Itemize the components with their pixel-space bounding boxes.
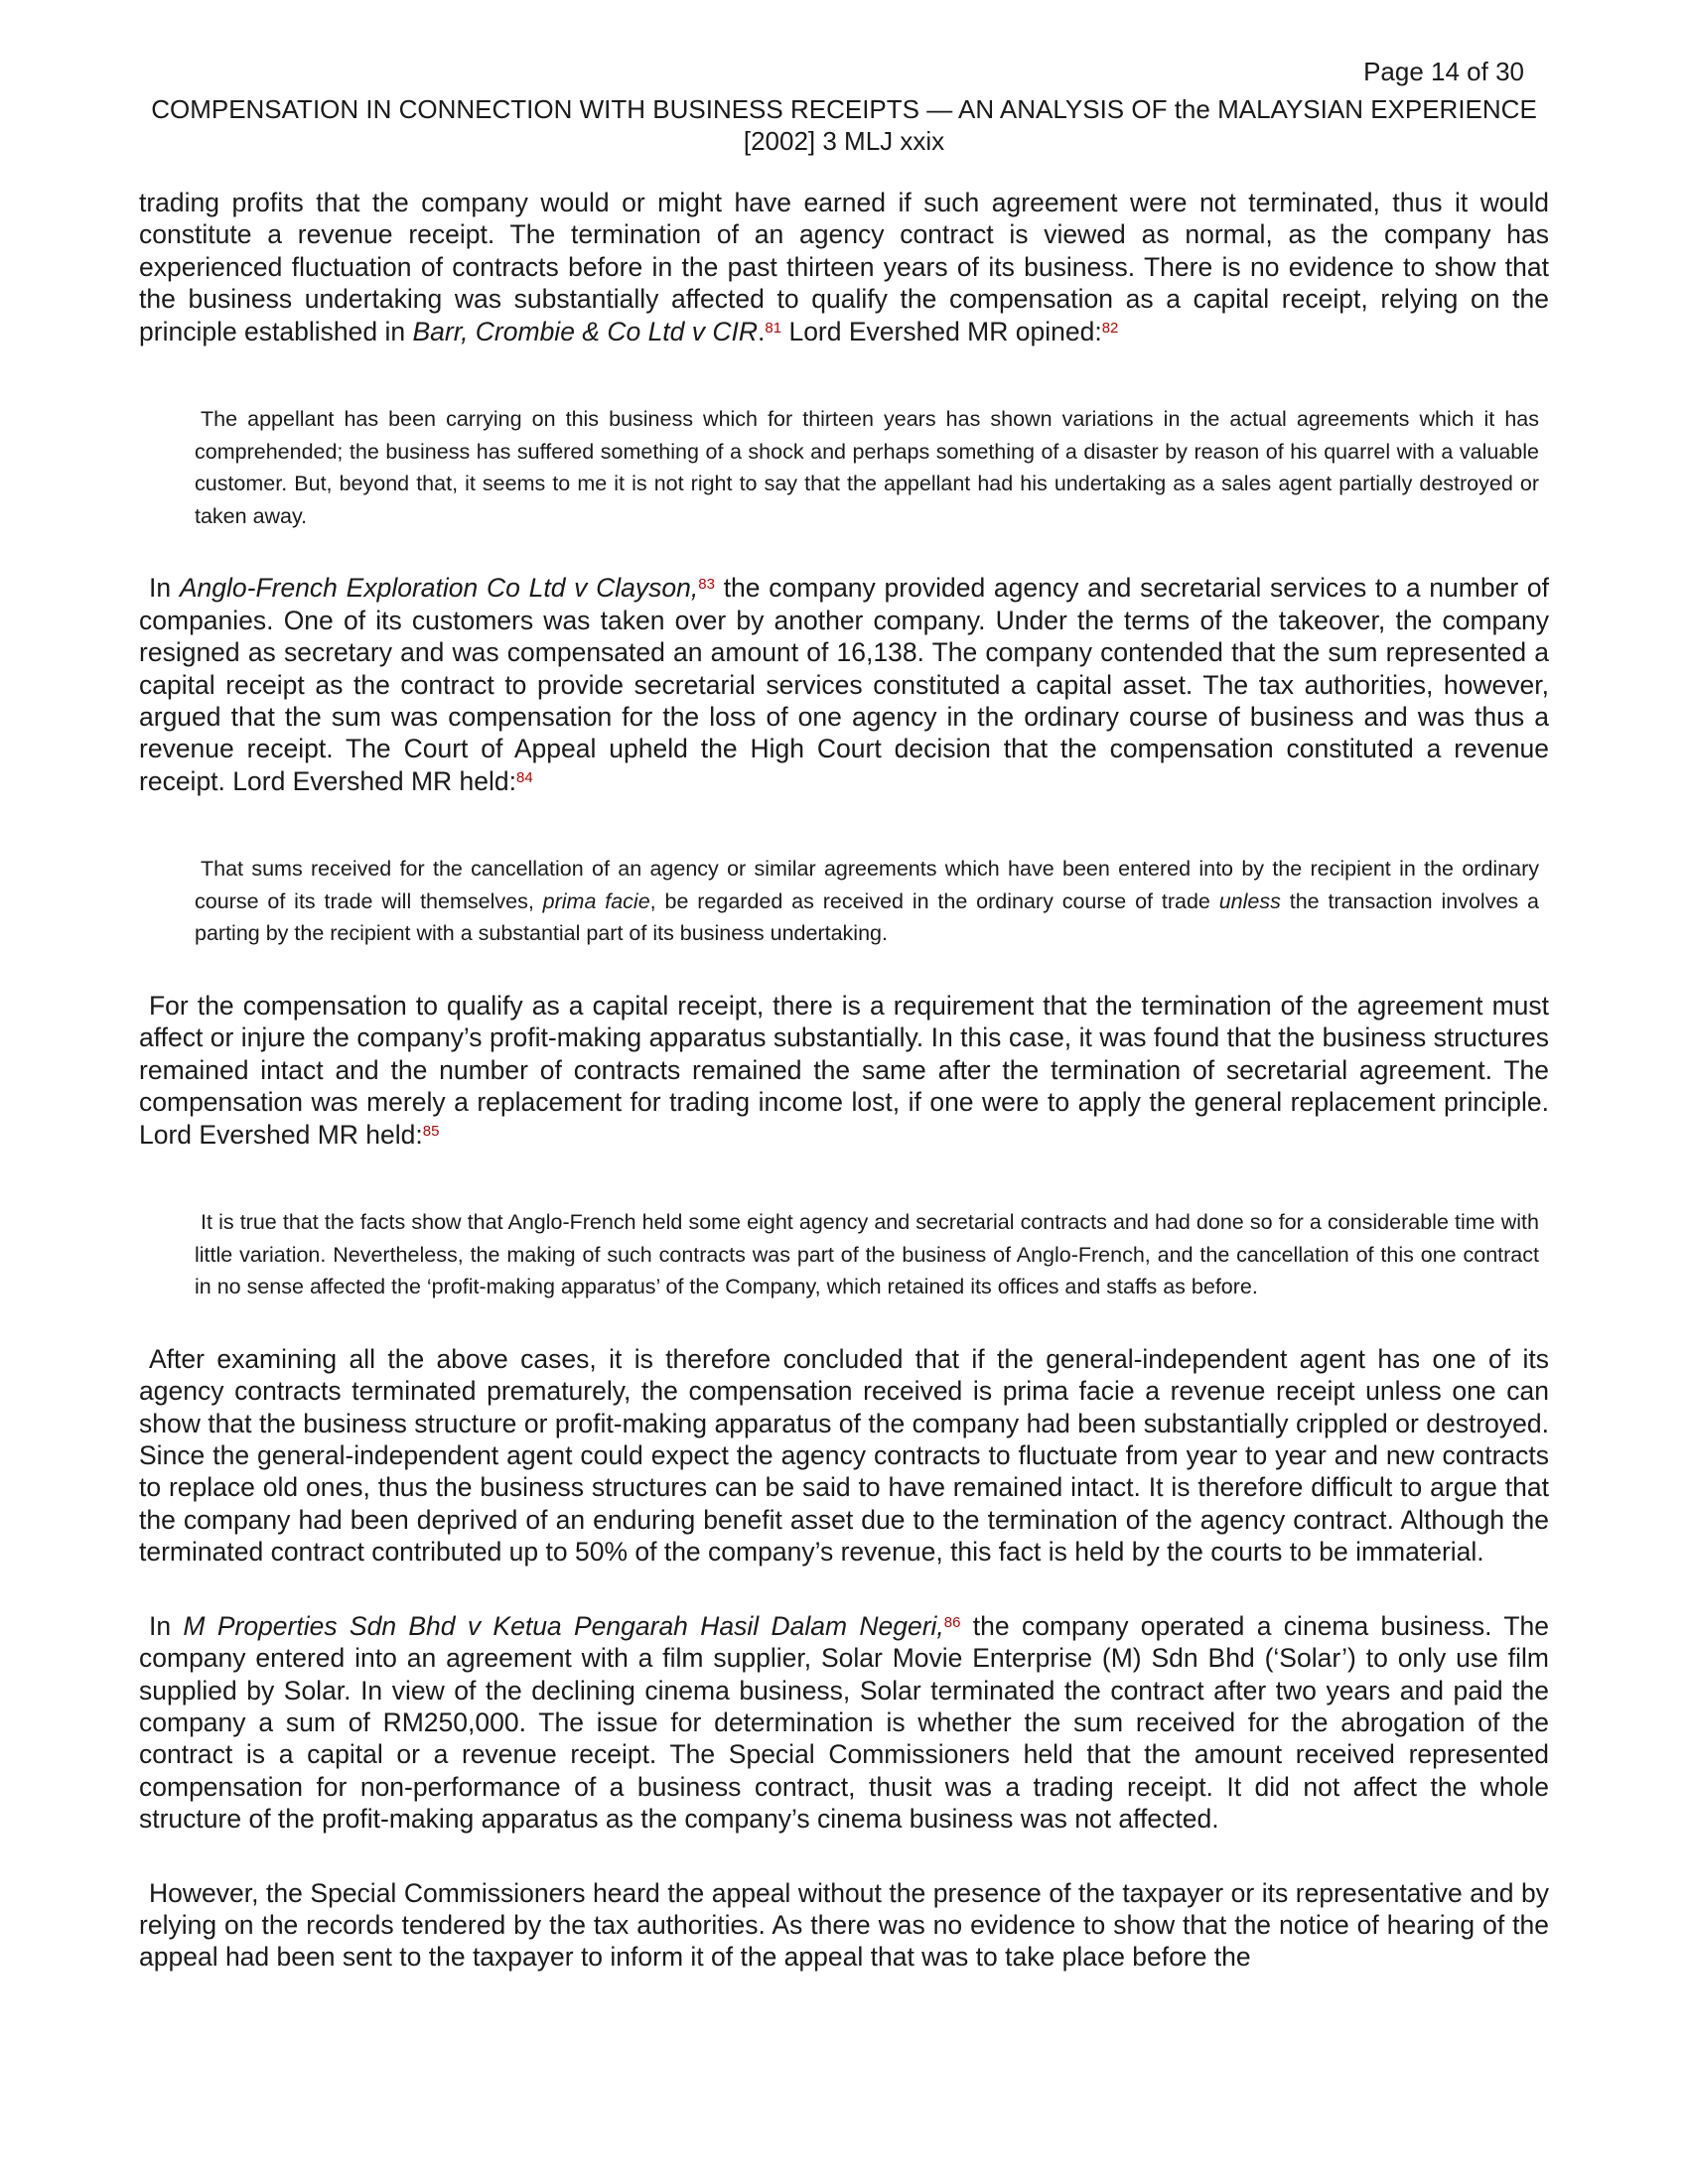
paragraph	[139, 1610, 1549, 1836]
block-quote: It is true that the facts show that Anglo-French held some eight agency and secretarial contracts and had done so for a considerable time with little variation. Nevertheless, the making of such contracts was part of the business of Anglo-French, and the cancellation of this one contract in no sense affected the ‘profit-making apparatus’ of the Company, which retained its offices and staffs as before.	[195, 1210, 1539, 1299]
paragraph	[139, 990, 1549, 1151]
case-name: M Properties Sdn Bhd v Ketua Pengarah Hasil Dalam Negeri,	[183, 1610, 944, 1641]
paragraph-text: In	[149, 573, 180, 604]
paragraph: However, the Special Commissioners heard the appeal without the presence of the taxpayer or its representative and by relying on the records tendered by the tax authorities. As there was no evidence to show that the notice of hearing of the appeal had been sent to the taxpayer to inform it of the appeal that was to take place before the	[139, 1877, 1549, 1973]
case-name: Anglo-French Exploration Co Ltd v Clayson,	[179, 573, 699, 604]
footnote-ref[interactable]: 85	[422, 1122, 440, 1140]
paragraph-text: the company provided agency and secretarial services to a number of companies. One of its customers was taken over by another company. Under the terms of the takeover, the company resigned as secretary and was compensated an amount of 16,138. The company contended that the sum represented a capital receipt as the contract to provide secretarial services constituted a capital asset. The tax authorities, however, argued that the sum was compensation for the loss of one agency in the ordinary course of business and was thus a revenue receipt. The Court of Appeal upheld the High Court decision that the compensation constituted a revenue receipt. Lord Evershed MR held:	[139, 573, 1549, 796]
paragraph-text: In	[149, 1610, 184, 1641]
emphasis-text: prima facie	[542, 888, 650, 913]
emphasis-text: unless	[1218, 888, 1281, 913]
document-body	[139, 187, 1549, 1974]
block-quote: The appellant has been carrying on this business which for thirteen years has shown variations in the actual agreements which it has comprehended; the business has suffered something of a shock and perhaps something of a disaster by reason of his quarrel with a valuable customer. But, beyond that, it seems to me it is not right to say that the appellant had his undertaking as a sales agent partially destroyed or taken away.	[195, 407, 1539, 528]
running-title: COMPENSATION IN CONNECTION WITH BUSINESS RECEIPTS — AN ANALYSIS OF the MALAYSIAN EXPERIENCE [2002] 3 MLJ xxix	[151, 94, 1537, 156]
paragraph-text: For the compensation to qualify as a capital receipt, there is a requirement that the termination of the agreement must affect or injure the company’s profit-making apparatus substantially. In this case, it was found that the business structures remained intact and the number of contracts remained the same after the termination of secretarial agreement. The compensation was merely a replacement for trading income lost, if one were to apply the general replacement principle. Lord Evershed MR held:	[139, 991, 1549, 1150]
paragraph-text: trading profits that the company would or might have earned if such agreement were not terminated, thus it would constitute a revenue receipt. The termination of an agency contract is viewed as normal, as the company has experienced fluctuation of contracts before in the past thirteen years of its business. There is no evidence to show that the business undertaking was substantially affected to qualify the compensation as a capital receipt, relying on the principle established in	[139, 188, 1549, 346]
paragraph-text: Lord Evershed MR opined:	[781, 316, 1102, 346]
footnote-ref[interactable]: 86	[943, 1613, 961, 1631]
quote-text: the transaction involves a parting by the recipient with a substantial part of its business undertaking.	[195, 888, 1539, 946]
paragraph: After examining all the above cases, it is therefore concluded that if the general-independent agent has one of its agency contracts terminated prematurely, the compensation received is prima facie a revenue receipt unless one can show that the business structure or profit-making apparatus of the company had been substantially crippled or destroyed. Since the general-independent agent could expect the agency contracts to fluctuate from year to year and new contracts to replace old ones, thus the business structures can be said to have remained intact. It is therefore difficult to argue that the company had been deprived of an enduring benefit asset due to the termination of the agency contract. Although the terminated contract contributed up to 50% of the company’s revenue, this fact is held by the courts to be immaterial.	[139, 1343, 1549, 1568]
paragraph-text: the company operated a cinema business. The company entered into an agreement with a film supplier, Solar Movie Enterprise (M) Sdn Bhd (‘Solar’) to only use film supplied by Solar. In view of the declining cinema business, Solar terminated the contract after two years and paid the company a sum of RM250,000. The issue for determination is whether the sum received for the abrogation of the contract is a capital or a revenue receipt. The Special Commissioners held that the amount received represented compensation for non-performance of a business contract, thusit was a trading receipt. It did not affect the whole structure of the profit-making apparatus as the company’s cinema business was not affected.	[139, 1610, 1550, 1835]
page-number: Page 14 of 30	[1363, 57, 1524, 86]
quote-text: , be regarded as received in the ordinary course of trade	[649, 888, 1219, 913]
paragraph	[139, 187, 1549, 347]
block-quote	[139, 853, 1549, 950]
footnote-ref[interactable]: 81	[765, 319, 782, 337]
footnote-ref[interactable]: 84	[516, 768, 533, 786]
case-name: Barr, Crombie & Co Ltd v CIR	[412, 316, 759, 346]
footnote-ref[interactable]: 82	[1101, 319, 1119, 337]
paragraph-text: .	[758, 316, 766, 346]
footnote-ref[interactable]: 83	[698, 576, 715, 594]
quote-text: That sums received for the cancellation of an agency or similar agreements which have been entered into by the recipient in the ordinary course of its trade will themselves,	[195, 857, 1539, 913]
paragraph	[139, 572, 1549, 797]
